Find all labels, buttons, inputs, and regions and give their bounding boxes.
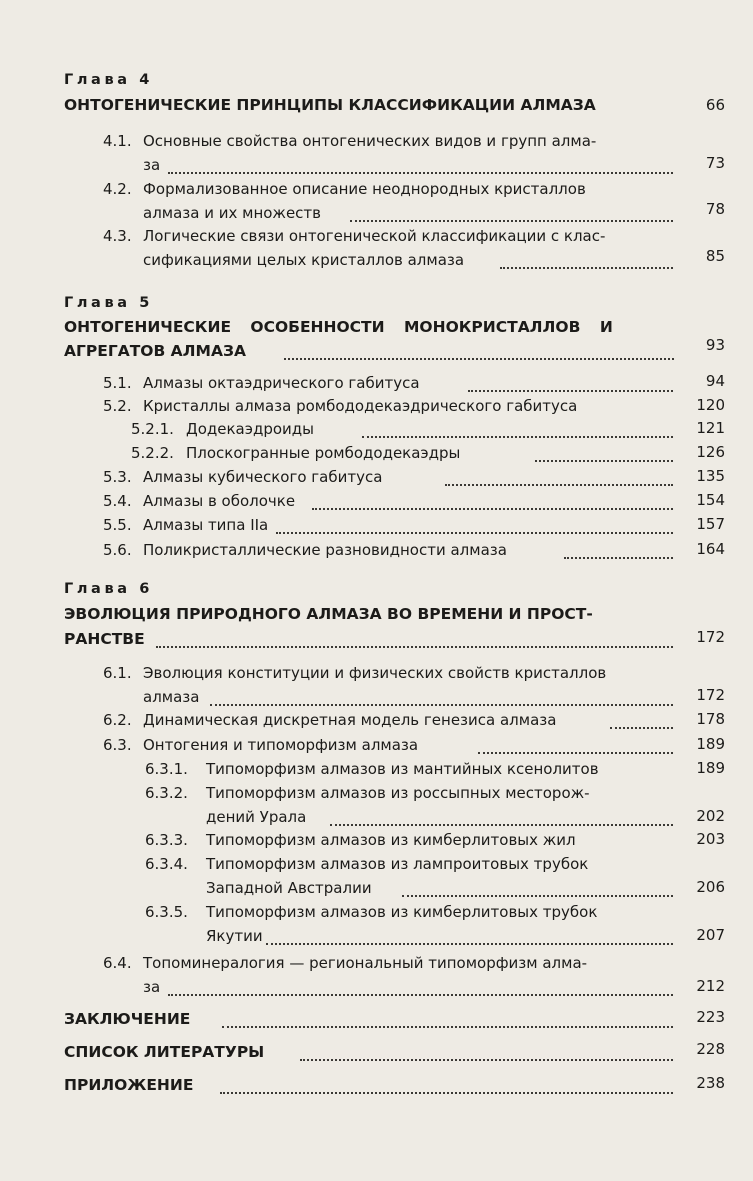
entry-title: Кристаллы алмаза ромбододекаэдрического габитуса bbox=[143, 397, 578, 415]
entry-number: 4.2. bbox=[103, 180, 132, 198]
page-number: 206 bbox=[696, 878, 725, 896]
page-number: 178 bbox=[696, 710, 725, 728]
entry-number: 5.1. bbox=[103, 374, 132, 392]
entry-title: Топоминералогия — региональный типоморфизм алма- bbox=[143, 954, 588, 972]
entry-number: 6.3. bbox=[103, 736, 132, 754]
dot-leader bbox=[276, 518, 673, 534]
entry-title-continued: дений Урала bbox=[206, 808, 307, 826]
entry-title-continued: алмаза и их множеств bbox=[143, 204, 322, 222]
entry-title-continued: за bbox=[143, 978, 161, 996]
page-number: 238 bbox=[696, 1074, 725, 1092]
dot-leader bbox=[330, 810, 673, 826]
entry-number: 6.2. bbox=[103, 711, 132, 729]
entry-number: 4.3. bbox=[103, 227, 132, 245]
entry-title: Онтогения и типоморфизм алмаза bbox=[143, 736, 419, 754]
dot-leader bbox=[312, 494, 673, 510]
dot-leader bbox=[402, 881, 673, 897]
chapter-title-continued: РАНСТВЕ bbox=[64, 630, 145, 648]
entry-title: Типоморфизм алмазов из россыпных месторож- bbox=[206, 784, 590, 802]
page-number: 189 bbox=[696, 759, 725, 777]
references-title: СПИСОК ЛИТЕРАТУРЫ bbox=[64, 1043, 265, 1061]
page-number: 207 bbox=[696, 926, 725, 944]
entry-number: 6.1. bbox=[103, 664, 132, 682]
page-number: 154 bbox=[696, 491, 725, 509]
page-number: 223 bbox=[696, 1008, 725, 1026]
entry-title: Алмазы типа IIa bbox=[143, 516, 269, 534]
page-number: 85 bbox=[705, 247, 725, 265]
dot-leader bbox=[564, 543, 673, 559]
dot-leader bbox=[350, 206, 673, 222]
chapter-title: ОНТОГЕНИЧЕСКИЕ ПРИНЦИПЫ КЛАССИФИКАЦИИ АЛМАЗА bbox=[64, 96, 596, 114]
entry-title: Плоскогранные ромбододекаэдры bbox=[186, 444, 461, 462]
entry-number: 6.3.2. bbox=[145, 784, 188, 802]
entry-number: 5.2.2. bbox=[131, 444, 174, 462]
dot-leader bbox=[445, 470, 673, 486]
entry-title: Алмазы октаэдрического габитуса bbox=[143, 374, 420, 392]
entry-title: Логические связи онтогенической классификации с клас- bbox=[143, 227, 606, 245]
dot-leader bbox=[168, 158, 673, 174]
dot-leader bbox=[266, 929, 673, 945]
entry-title: Формализованное описание неоднородных кристаллов bbox=[143, 180, 586, 198]
entry-title-continued: Якутии bbox=[206, 927, 263, 945]
entry-number: 5.2. bbox=[103, 397, 132, 415]
chapter-label: Глава 6 bbox=[64, 581, 153, 597]
dot-leader bbox=[500, 253, 673, 269]
entry-title: Додекаэдроиды bbox=[186, 420, 315, 438]
appendix-title: ПРИЛОЖЕНИЕ bbox=[64, 1076, 194, 1094]
chapter-title: ОНТОГЕНИЧЕСКИЕ ОСОБЕННОСТИ МОНОКРИСТАЛЛОВ И bbox=[64, 318, 613, 336]
entry-number: 6.3.1. bbox=[145, 760, 188, 778]
entry-number: 5.3. bbox=[103, 468, 132, 486]
chapter-label: Глава 4 bbox=[64, 72, 153, 88]
entry-number: 6.3.4. bbox=[145, 855, 188, 873]
page-number: 212 bbox=[696, 977, 725, 995]
dot-leader bbox=[210, 690, 673, 706]
page-number: 135 bbox=[696, 467, 725, 485]
entry-number: 6.3.3. bbox=[145, 831, 188, 849]
dot-leader bbox=[478, 738, 673, 754]
page-number: 73 bbox=[705, 154, 725, 172]
dot-leader bbox=[168, 980, 673, 996]
chapter-label: Глава 5 bbox=[64, 295, 153, 311]
dot-leader bbox=[468, 376, 673, 392]
entry-number: 6.4. bbox=[103, 954, 132, 972]
entry-number: 5.2.1. bbox=[131, 420, 174, 438]
page-number: 228 bbox=[696, 1040, 725, 1058]
page-number: 172 bbox=[696, 686, 725, 704]
page-number: 189 bbox=[696, 735, 725, 753]
dot-leader bbox=[284, 344, 674, 360]
page-number: 164 bbox=[696, 540, 725, 558]
entry-title: Типоморфизм алмазов из кимберлитовых трубок bbox=[206, 903, 598, 921]
entry-number: 5.6. bbox=[103, 541, 132, 559]
page-number: 120 bbox=[696, 396, 725, 414]
page-number: 121 bbox=[696, 419, 725, 437]
entry-title-continued: сификациями целых кристаллов алмаза bbox=[143, 251, 465, 269]
entry-title-continued: за bbox=[143, 156, 161, 174]
page-number: 126 bbox=[696, 443, 725, 461]
dot-leader bbox=[610, 713, 673, 729]
dot-leader bbox=[300, 1045, 673, 1061]
entry-title: Алмазы кубического габитуса bbox=[143, 468, 383, 486]
dot-leader bbox=[222, 1012, 673, 1028]
page-number: 203 bbox=[696, 830, 725, 848]
page-number: 202 bbox=[696, 807, 725, 825]
entry-title-continued: алмаза bbox=[143, 688, 200, 706]
entry-number: 5.5. bbox=[103, 516, 132, 534]
page-number: 66 bbox=[705, 96, 725, 114]
page-number: 157 bbox=[696, 515, 725, 533]
entry-number: 5.4. bbox=[103, 492, 132, 510]
entry-title: Поликристаллические разновидности алмаза bbox=[143, 541, 507, 559]
entry-number: 6.3.5. bbox=[145, 903, 188, 921]
entry-number: 4.1. bbox=[103, 132, 132, 150]
chapter-title-continued: АГРЕГАТОВ АЛМАЗА bbox=[64, 342, 246, 360]
page-number: 172 bbox=[696, 628, 725, 646]
entry-title: Алмазы в оболочке bbox=[143, 492, 296, 510]
page-number: 78 bbox=[705, 200, 725, 218]
entry-title: Типоморфизм алмазов из кимберлитовых жил bbox=[206, 831, 576, 849]
dot-leader bbox=[535, 446, 673, 462]
entry-title: Эволюция конституции и физических свойств кристаллов bbox=[143, 664, 607, 682]
page-number: 93 bbox=[705, 336, 725, 354]
entry-title-continued: Западной Австралии bbox=[206, 879, 372, 897]
page-number: 94 bbox=[705, 372, 725, 390]
conclusion-title: ЗАКЛЮЧЕНИЕ bbox=[64, 1010, 191, 1028]
dot-leader bbox=[362, 422, 673, 438]
entry-title: Типоморфизм алмазов из лампроитовых трубок bbox=[206, 855, 589, 873]
entry-title: Динамическая дискретная модель генезиса алмаза bbox=[143, 711, 557, 729]
dot-leader bbox=[220, 1078, 673, 1094]
dot-leader bbox=[156, 632, 673, 648]
chapter-title: ЭВОЛЮЦИЯ ПРИРОДНОГО АЛМАЗА ВО ВРЕМЕНИ И ПРОСТ- bbox=[64, 605, 593, 623]
entry-title: Основные свойства онтогенических видов и групп алма- bbox=[143, 132, 597, 150]
entry-title: Типоморфизм алмазов из мантийных ксенолитов bbox=[206, 760, 599, 778]
